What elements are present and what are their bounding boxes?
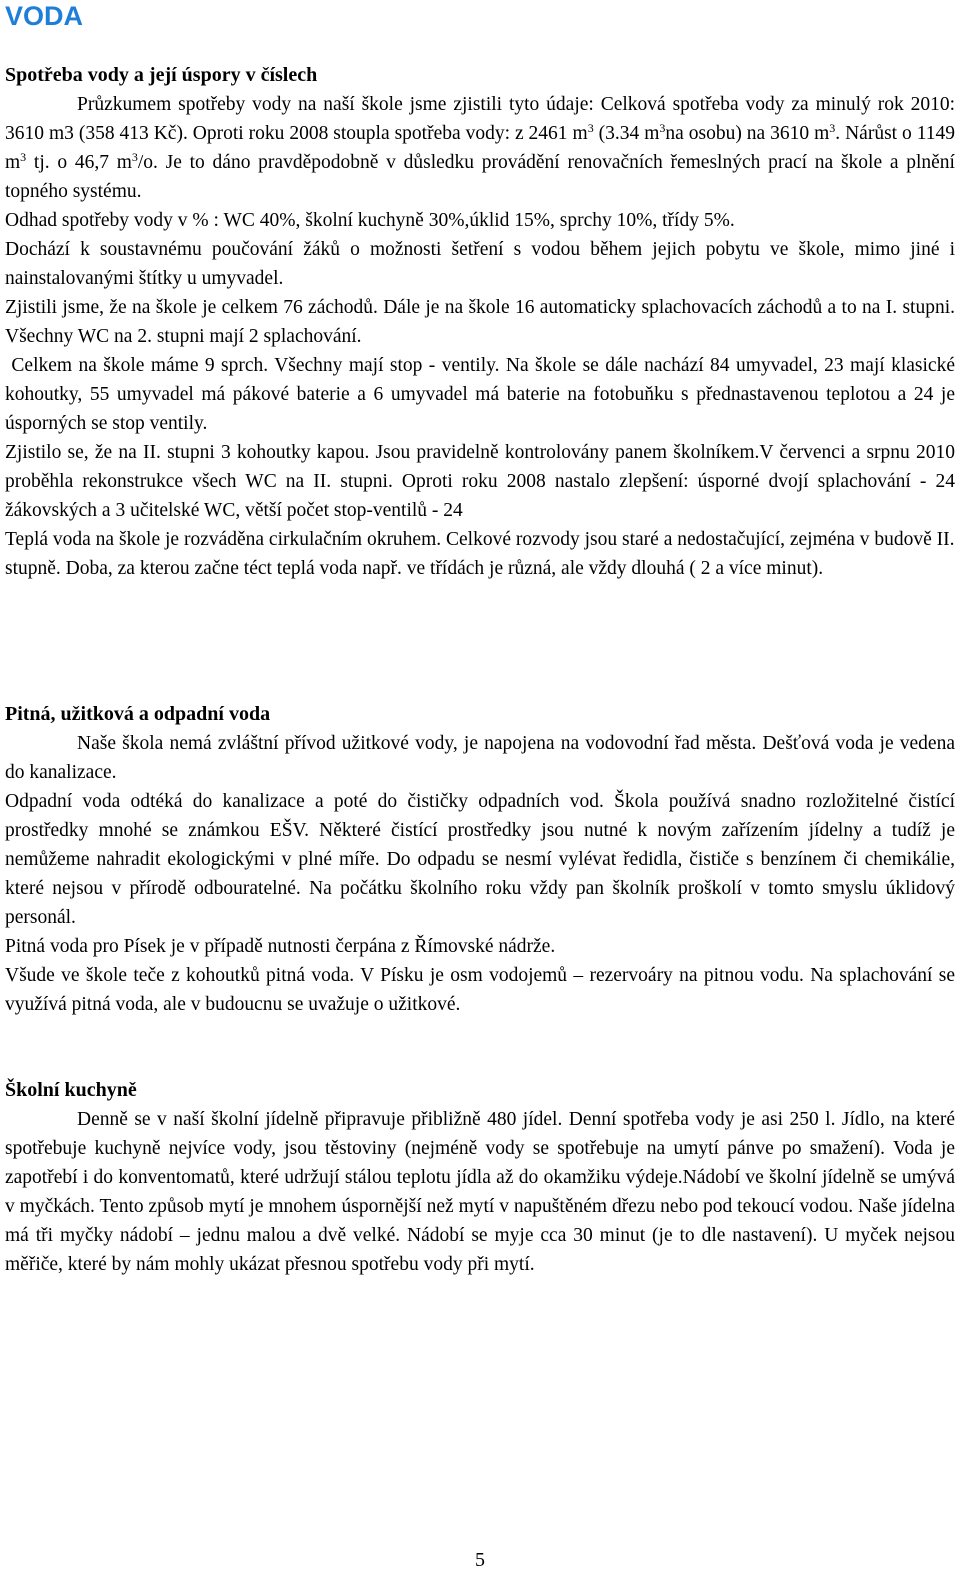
text-run: (3.34 m [593, 123, 660, 144]
paragraph-kitchen-consumption: Denně se v naší školní jídelně připravuje přibližně 480 jídel. Denní spotřeba vody je asi 250 l. Jídlo, na které spotřebuje kuchyně nejvíce vody, jsou těstoviny (nejméně vody se spotřebuje na umytí pánve po smažení). Voda je zapotřebí i do konventomatů, které udržují stálou teplotu jídla až do okamžiku výdeje.Nádobí ve školní jídelně se umývá v myčkách. Tento způsob mytí je mnohem úspornější než mytí v napuštěném dřezu nebo pod tekoucí vodou. Naše jídelna má tři myčky nádobí – jednu malou a dvě velké. Nádobí se myje cca 30 minut (je to dle nastavení). U myček nejsou měřiče, které by nám mohly ukázat přesnou spotřebu vody při mytí. [5, 1109, 955, 1275]
paragraph-showers-sinks: Celkem na škole máme 9 sprch. Všechny mají stop - ventily. Na škole se dále nachází 84 umyvadel, 23 mají klasické kohoutky, 55 umyvadel má pákové baterie a 6 umyvadel má baterie na fotobuňku s přednastavenou teplotou a 24 je úsporných se stop ventily. [5, 355, 960, 434]
text-run: na osobu) na 3610 m [665, 123, 830, 144]
superscript: 3 [659, 121, 666, 135]
text-run: /o. Je to dáno pravděpodobně v důsledku provádění renovačních řemeslných prací na škole a plnění topného systému. [5, 152, 955, 202]
paragraph-pupil-education: Dochází k soustavnému poučování žáků o možnosti šetření s vodou během jejich pobytu ve škole, mimo jiné i nainstalovanými štítky u umyvadel. [5, 239, 955, 289]
paragraph-waste-water: Odpadní voda odtéká do kanalizace a poté do čističky odpadních vod. Škola používá snadno rozložitelné čistící prostředky mnohé se známkou EŠV. Některé čistící prostředky jsou nutné k novým zařízením jídelny a tudíž je nemůžeme nahradit ekologickými v plné míře. Do odpadu se nesmí vylévat ředidla, čističe s benzínem či chemikálie, které nejsou v přírodě odbouratelné. Na počátku školního roku vždy pan školník proškolí v tomto smyslu úklidový personál. [5, 791, 955, 928]
superscript: 3 [20, 150, 27, 164]
section-heading: Pitná, užitková a odpadní voda [5, 703, 271, 725]
paragraph-consumption-estimate: Odhad spotřeby vody v % : WC 40%, školní kuchyně 30%,úklid 15%, sprchy 10%, třídy 5%. [5, 210, 735, 231]
text-run: tj. o 46,7 m [26, 152, 132, 173]
superscript: 3 [131, 150, 138, 164]
section-drinking-waste-water [5, 700, 955, 1019]
section-water-consumption [5, 61, 960, 583]
paragraph-consumption-intro [5, 90, 955, 206]
paragraph-taps-reconstruction: Zjistilo se, že na II. stupni 3 kohoutky kapou. Jsou pravidelně kontrolovány panem školníkem.V červenci a srpnu 2010 proběhla rekonstrukce všech WC na II. stupni. Oproti roku 2008 nastalo zlepšení: úsporné dvojí splachování - 24 žákovských a 3 učitelské WC, větší počet stop-ventilů - 24 [5, 442, 955, 521]
text-run: . Nárůst o 1149 m [5, 123, 956, 173]
paragraph-water-supply: Naše škola nemá zvláštní přívod užitkové vody, je napojena na vodovodní řad města. Dešťová voda je vedena do kanalizace. [5, 733, 955, 783]
section-heading: Školní kuchyně [5, 1079, 137, 1101]
superscript: 3 [829, 121, 836, 135]
page-number: 5 [475, 1549, 485, 1571]
paragraph-hot-water: Teplá voda na škole je rozváděna cirkulačním okruhem. Celkové rozvody jsou staré a nedostačující, zejména v budově II. stupně. Doba, za kterou začne téct teplá voda např. ve třídách je různá, ale vždy dlouhá ( 2 a více minut). [5, 529, 955, 579]
text-run: Průzkumem spotřeby vody na naší škole jsme zjistili tyto údaje: Celková spotřeba vody za minulý rok 2010: 3610 m3 (358 413 Kč). Oproti roku 2008 stoupla spotřeba vody: z 2461 m [5, 94, 955, 144]
section-heading: Spotřeba vody a její úspory v číslech [5, 64, 318, 86]
section-school-kitchen [5, 1076, 955, 1279]
paragraph-toilets: Zjistili jsme, že na škole je celkem 76 záchodů. Dále je na škole 16 automaticky splachovacích záchodů a to na I. stupni. Všechny WC na 2. stupni mají 2 splachování. [5, 297, 955, 347]
paragraph-water-reservoirs: Všude ve škole teče z kohoutků pitná voda. V Písku je osm vodojemů – rezervoáry na pitnou vodu. Na splachování se využívá pitná voda, ale v budoucnu se uvažuje o užitkové. [5, 965, 955, 1015]
superscript: 3 [587, 121, 594, 135]
paragraph-drinking-water-source: Pitná voda pro Písek je v případě nutnosti čerpána z Římovské nádrže. [5, 936, 556, 957]
document-title: VODA [5, 1, 84, 31]
